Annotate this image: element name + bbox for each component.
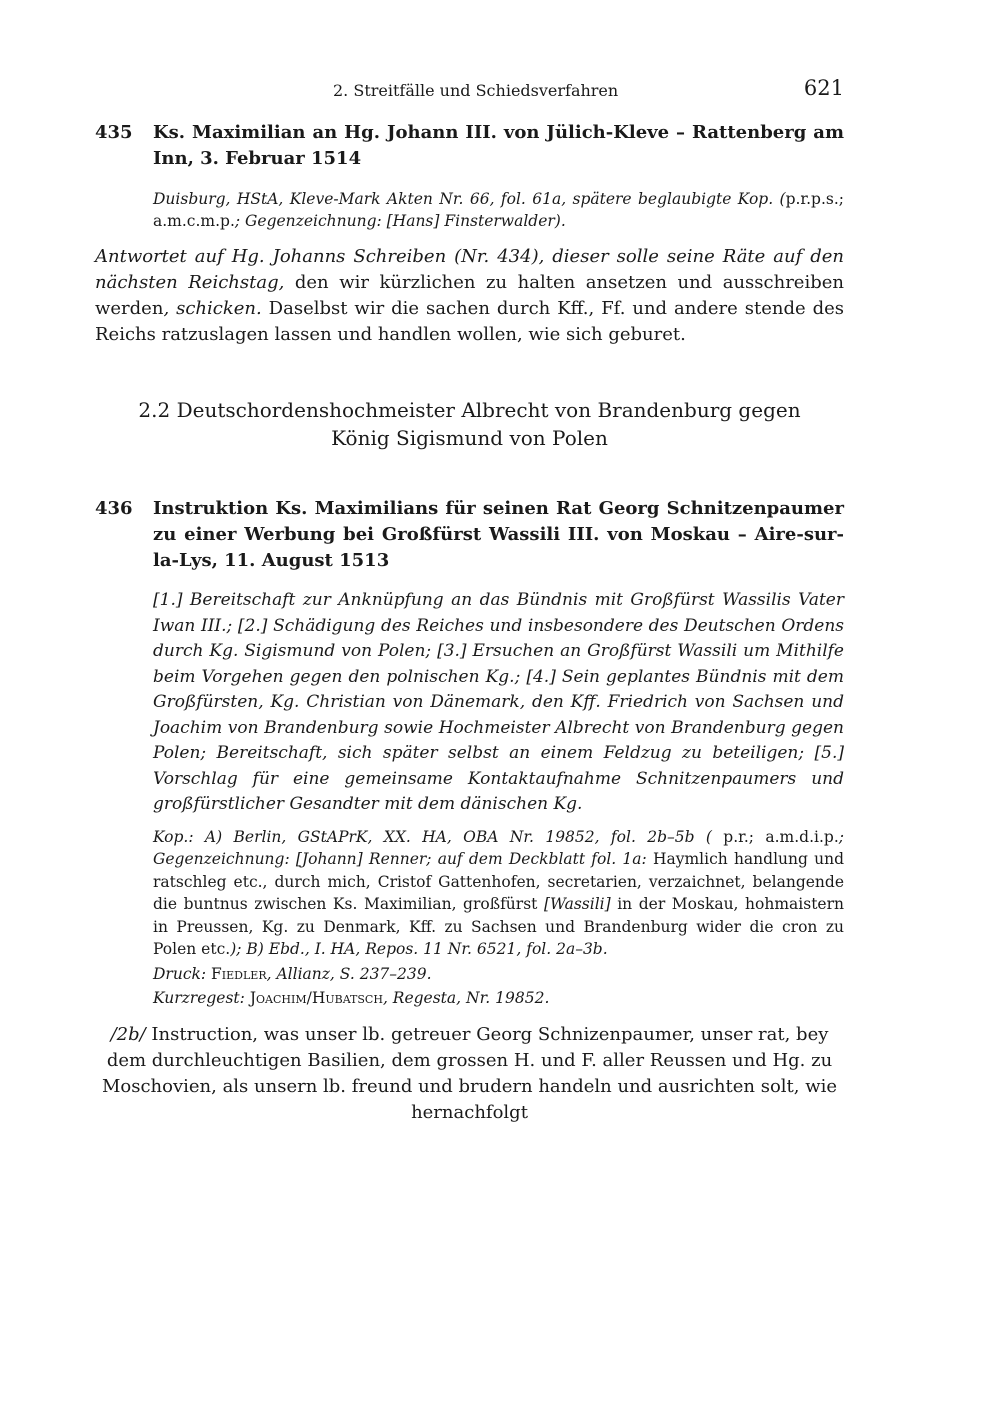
note-label: Kurzregest: xyxy=(153,989,245,1007)
note-abbrev: p.r.; xyxy=(711,827,755,846)
note-text: [Wassili] xyxy=(537,895,611,913)
note-author: Joachim/Hubatsch xyxy=(244,989,383,1007)
section-heading-line: König Sigismund von Polen xyxy=(331,426,608,450)
source-text: Duisburg, HStA, Kleve-Mark Akten Nr. 66, fol. 61a, spätere beglaubigte Kop. ( xyxy=(153,190,786,208)
entry-435-text xyxy=(95,244,844,348)
note-quote: Haymlich handlung und ratschleg etc., durch mich, Cristof Gattenhofen, secretarien, verzaichnet, belangende die buntnus zwischen Ks. Maximilian, großfürst xyxy=(153,850,844,913)
running-head xyxy=(95,76,844,106)
entry-435-heading xyxy=(95,120,844,172)
section-heading xyxy=(95,396,844,452)
note-text: ); B) Ebd., I. HA, Repos. 11 Nr. 6521, fol. 2a–3b. xyxy=(230,940,608,958)
instruction-text: Instruction, was unser lb. getreuer Georg Schnizenpaumer, unser rat, bey dem durchleuchtigen Basilien, dem grossen H. und F. aller Reussen und Hg. zu Moschovien, als unsern lb. freund und brudern handeln und ausrichten solt, wie hernachfolgt xyxy=(101,1023,838,1123)
entry-number: 436 xyxy=(95,498,133,519)
source-text: ; Gegenzeichnung: [Hans] Finsterwalder). xyxy=(234,212,566,230)
entry-title: Ks. Maximilian an Hg. Johann III. von Jülich-Kleve – Rattenberg am Inn, 3. Februar 1514 xyxy=(153,122,844,169)
entry-436-abstract: [1.] Bereitschaft zur Anknüpfung an das Bündnis mit Großfürst Wassilis Vater Iwan III.; [2.] Schädigung des Reiches und insbesondere des Deutschen Ordens durch Kg. Sigismund von Polen; [3.] Ersuchen an Großfürst Wassili um Mithilfe beim Vorgehen gegen den polnischen Kg.; [4.] Sein geplantes Bündnis mit dem Großfürsten, Kg. Christian von Dänemark, den Kff. Friedrich von Sachsen und Joachim von Brandenburg sowie Hochmeister Albrecht von Brandenburg gegen Polen; Bereitschaft, sich später selbst an einem Feldzug zu beteiligen; [5.] Vorschlag für eine gemeinsame Kontaktaufnahme Schnitzenpaumers und großfürstlicher Gesandter mit dem dänischen Kg. xyxy=(153,590,844,814)
page xyxy=(95,76,844,1126)
quoted-text: den wir kürzlichen zu halten ansetzen und ausschreiben werden xyxy=(95,272,844,319)
entry-436-heading xyxy=(95,496,844,574)
section-heading-line: 2.2 Deutschordenshochmeister Albrecht von Brandenburg gegen xyxy=(138,398,801,422)
note-text: , Regesta, Nr. 19852. xyxy=(382,989,550,1007)
note-text: , Allianz, S. 237–239. xyxy=(266,964,432,983)
page-number: 621 xyxy=(803,76,844,100)
entry-title: Instruktion Ks. Maximilians für seinen Rat Georg Schnitzenpaumer zu einer Werbung bei Großfürst Wassili III. von Moskau – Aire-sur-la-Lys, 11. August 1513 xyxy=(153,498,844,571)
note-text: Kop.: A) Berlin, GStAPrK, XX. HA, OBA Nr. 19852, fol. 2b–5b ( xyxy=(153,827,712,846)
source-abbrev: p.r.p.s.; xyxy=(785,190,844,208)
entry-number: 435 xyxy=(95,122,133,143)
instruction-heading xyxy=(95,1022,844,1126)
running-title: 2. Streitfälle und Schiedsverfahren xyxy=(333,81,619,100)
note-quote: in der Moskau, hohmaistern in Preussen, Kg. zu Denmark, Kff. zu Sachsen und Brandenburg wider die cron zu Polen etc. xyxy=(153,895,844,958)
entry-435-source xyxy=(153,188,844,232)
quoted-text: Daselbst wir die sachen durch Kff., Ff. und andere stende des Reichs ratzuslagen lassen und handlen wollen, wie sich geburet. xyxy=(95,298,844,345)
regest-text: , schicken. xyxy=(163,298,262,319)
folio-marker: /2b/ xyxy=(110,1023,146,1045)
kurzregest-note xyxy=(153,987,844,1010)
note-author: Fiedler xyxy=(206,964,267,983)
note-abbrev: a.m.d.i.p. xyxy=(754,827,839,846)
print-note xyxy=(153,963,844,986)
regest-text: Antwortet auf Hg. Johanns Schreiben (Nr. 434), dieser solle seine Räte auf den nächsten Reichstag, xyxy=(95,246,844,293)
entry-436-notes xyxy=(153,826,844,1010)
copy-note xyxy=(153,826,844,961)
note-label: Druck: xyxy=(153,964,207,983)
note-text: ; Gegenzeichnung: [Johann] Renner; auf dem Deckblatt fol. 1a: xyxy=(153,827,844,868)
source-abbrev: a.m.c.m.p. xyxy=(153,212,235,230)
